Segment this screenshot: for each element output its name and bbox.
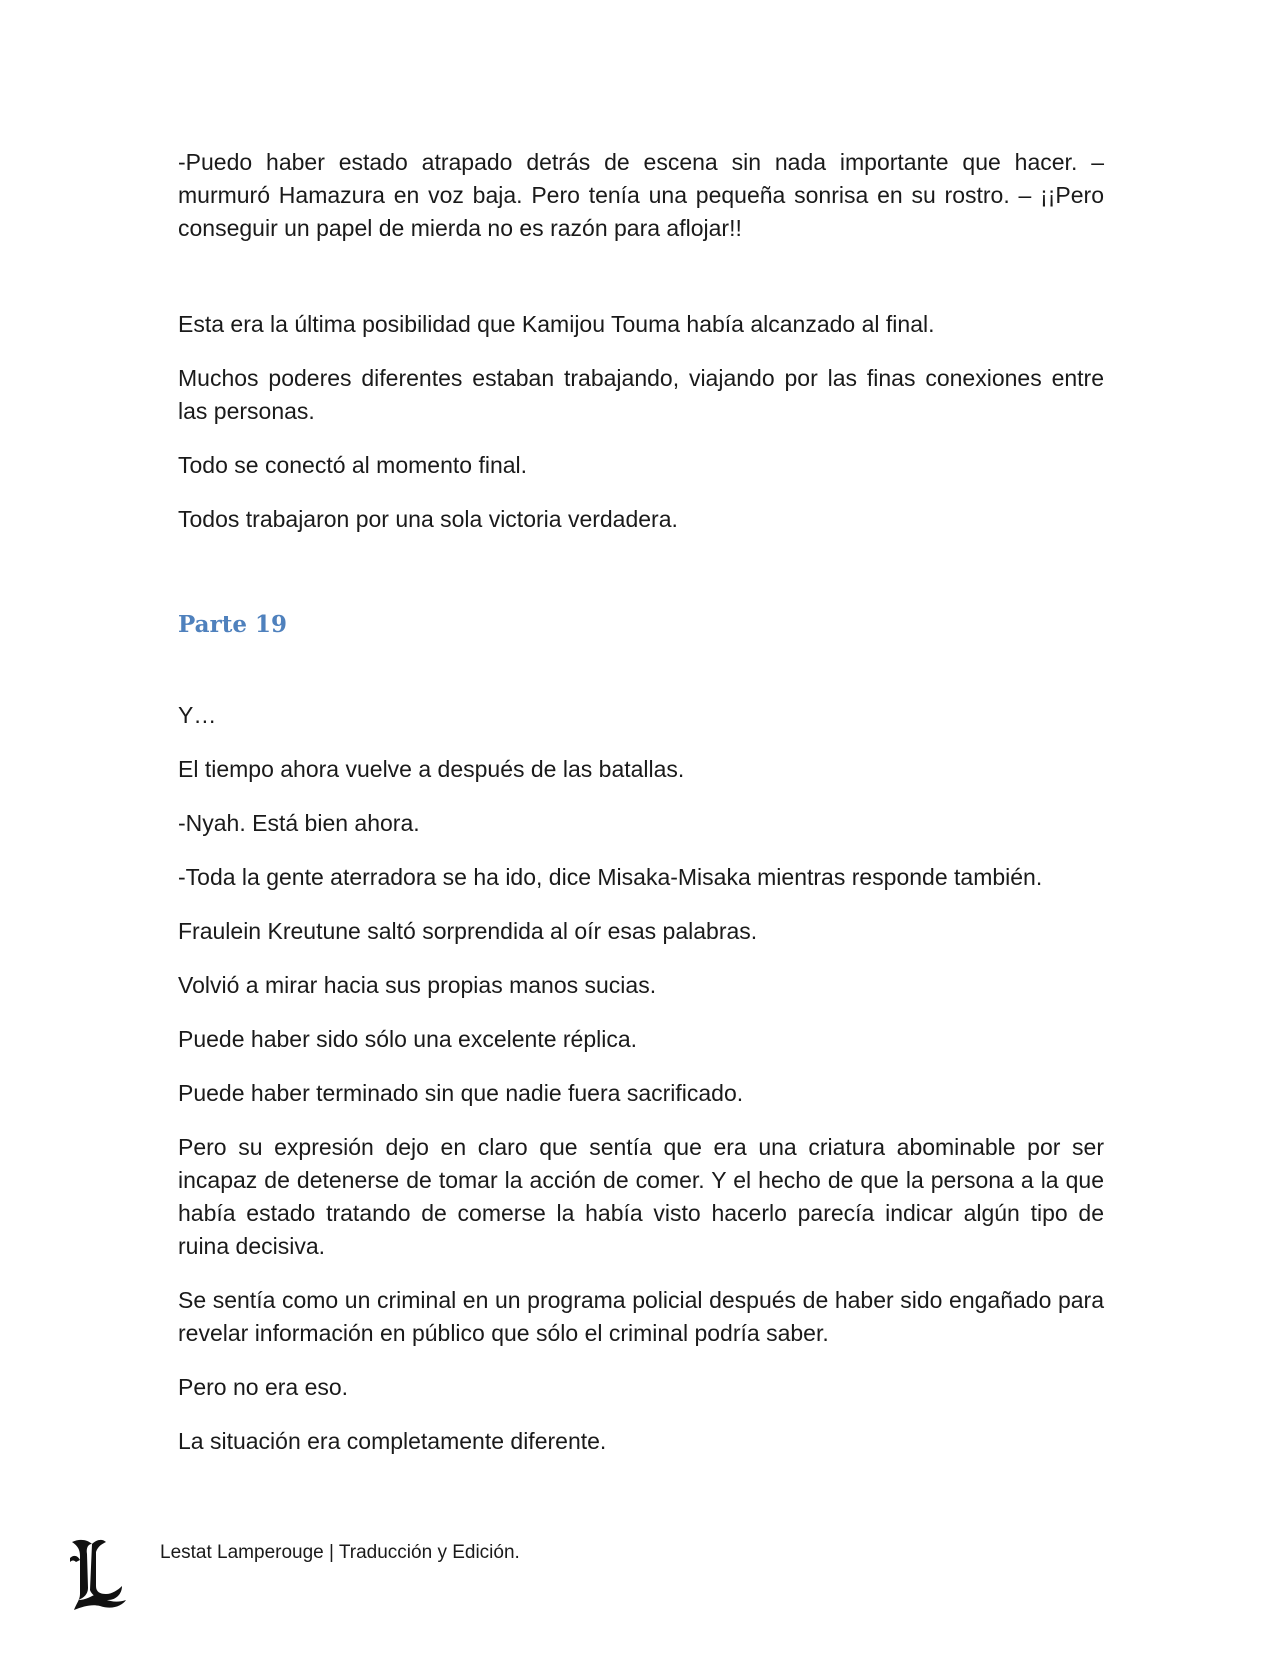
paragraph: Esta era la última posibilidad que Kamijou Touma había alcanzado al final. bbox=[178, 311, 935, 337]
section-heading: Parte 19 bbox=[178, 611, 287, 638]
paragraph: Se sentía como un criminal en un programa policial después de haber sido engañado para revelar información en público que sólo el criminal podría saber. bbox=[178, 1287, 1104, 1346]
footer-credit: Lestat Lamperouge | Traducción y Edición. bbox=[160, 1542, 520, 1563]
paragraph: -Nyah. Está bien ahora. bbox=[178, 810, 420, 836]
paragraph: -Puedo haber estado atrapado detrás de escena sin nada importante que hacer. – murmuró Hamazura en voz baja. Pero tenía una pequeña sonrisa en su rostro. – ¡¡Pero conseguir un papel de mierda no es razón para aflojar!! bbox=[178, 149, 1104, 241]
paragraph: Muchos poderes diferentes estaban trabajando, viajando por las finas conexiones entre las personas. bbox=[178, 365, 1104, 424]
paragraph: Fraulein Kreutune saltó sorprendida al oír esas palabras. bbox=[178, 918, 758, 944]
paragraph: Todos trabajaron por una sola victoria verdadera. bbox=[178, 506, 678, 532]
paragraph: Pero no era eso. bbox=[178, 1374, 349, 1400]
paragraph: Puede haber terminado sin que nadie fuera sacrificado. bbox=[178, 1080, 744, 1106]
page-footer bbox=[66, 1536, 766, 1616]
paragraph: La situación era completamente diferente. bbox=[178, 1428, 607, 1454]
paragraph: Todo se conectó al momento final. bbox=[178, 452, 528, 478]
paragraph: Y… bbox=[178, 702, 217, 728]
spacer bbox=[178, 266, 1104, 308]
paragraph: -Toda la gente aterradora se ha ido, dice Misaka-Misaka mientras responde también. bbox=[178, 864, 1043, 890]
document-body bbox=[178, 146, 1104, 1479]
paragraph: El tiempo ahora vuelve a después de las batallas. bbox=[178, 756, 685, 782]
paragraph: Pero su expresión dejo en claro que sentía que era una criatura abominable por ser incapaz de detenerse de tomar la acción de comer. Y el hecho de que la persona a la que había estado tratando de comerse la había visto hacerlo parecía indicar algún tipo de ruina decisiva. bbox=[178, 1134, 1104, 1259]
paragraph: Volvió a mirar hacia sus propias manos sucias. bbox=[178, 972, 657, 998]
gothic-l-logo-icon bbox=[66, 1536, 132, 1612]
paragraph: Puede haber sido sólo una excelente réplica. bbox=[178, 1026, 638, 1052]
